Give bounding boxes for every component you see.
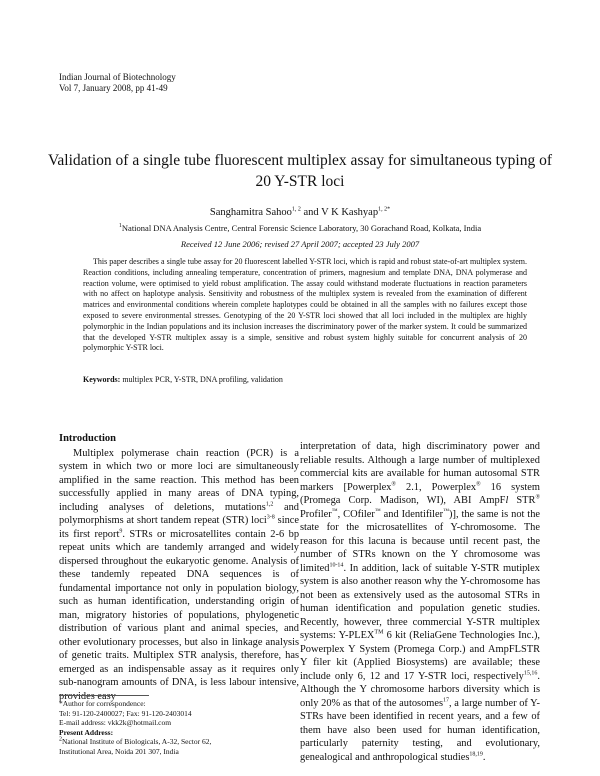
right-text: , a large number of Y-STRs have been identified in recent years, and a few of them have also been used for human identification, particularly paternity testing, and evolutionary, genealogical and anthropological studies xyxy=(300,697,540,763)
intro-text-3: since its first report xyxy=(59,515,299,540)
footnotes xyxy=(59,699,299,757)
trademark-sup: ™ xyxy=(374,508,381,515)
trademark-sup: ® xyxy=(476,481,481,488)
right-text-italic: l xyxy=(505,495,509,506)
intro-text-1: Multiplex polymerase chain reaction (PCR) is a system in which two or more loci are simultaneously amplified in the same reaction. This method has been successfully applied in many areas of DNA typing, including analyses of deletions, mutations xyxy=(59,447,299,513)
citation-sup: 18,19 xyxy=(469,751,483,758)
affiliation-text: National DNA Analysis Centre, Central Forensic Science Laboratory, 30 Gorachand Road, Kolkata, India xyxy=(121,223,482,233)
keywords-text: multiplex PCR, Y-STR, DNA profiling, validation xyxy=(120,375,283,384)
footnote-email: E-mail address: vkk2k@hotmail.com xyxy=(59,718,172,728)
right-text: . Although the Y chromosome harbors diversity which is only 20% as that of the autosomes xyxy=(300,670,540,709)
author-2-sup: 1, 2* xyxy=(378,206,391,213)
footnote-present-address-1 xyxy=(59,737,299,747)
trademark-sup: TM xyxy=(374,629,384,636)
right-text: . In addition, lack of suitable Y-STR mutiplex system is also another reason why the Y-chromosome has not been as extensively used as the autosomal STRs in human identification and population genetic studies. Recently, however, three commercial Y-STR multiplex systems: Y-PLEX xyxy=(300,562,540,641)
author-1: Sanghamitra Sahoo xyxy=(209,207,292,218)
trademark-sup: ™ xyxy=(443,508,450,515)
citation-sup: 10-14 xyxy=(329,562,344,569)
footnote-sup: 2 xyxy=(59,736,62,743)
left-column xyxy=(59,432,299,703)
affiliation-sup: 1 xyxy=(118,223,122,230)
right-text: )], the same is not the state for the microsatellites of Y-chromosome. The reason for this lacuna is because until recent past, the number of STRs known on the Y chromosome was limited xyxy=(300,508,541,574)
trademark-sup: ® xyxy=(391,481,396,488)
journal-name: Indian Journal of Biotechnology xyxy=(59,72,176,82)
author-1-sup: 1, 2 xyxy=(291,206,301,213)
author-line xyxy=(0,207,600,218)
intro-paragraph xyxy=(59,447,299,704)
right-text: STR xyxy=(508,495,536,506)
right-column xyxy=(300,440,540,764)
keywords xyxy=(83,375,527,384)
journal-header xyxy=(59,72,176,94)
footnote-phone: Tel: 91-120-2400027; Fax: 91-120-2403014 xyxy=(59,708,192,718)
abstract: This paper describes a single tube assay for 20 fluorescent labelled Y-STR loci, which is rapid and robust state-of-art multiplex system. Reaction conditions, including annealing temperature, concentration of primers, magnesium and template DNA, DNA polymerase and reaction volume, were optimised to yield robust amplification. The assay could withstand moderate fluctuations in reaction parameters with no affect on haplotype analysis. Sensitivity and robustness of the multiplex system is revealed from the examination of different matrices and environmental conditions wherein complete haplotypes could be obtained in all the samples with no failures except those exposed to severe environmental stresses. Genotyping of the 20 Y-STR loci showed that all loci included in the multiplex are highly polymorphic in the Indian populations and its inclusion increases the discriminatory power of the marker system. It could be summarized that the developed Y-STR multiplex assay is a simple, sensitive and robust system highly suitable for concurrent analysis of 20 polymorphic Y-STR loci. xyxy=(83,257,527,353)
author-and: and xyxy=(300,207,322,218)
trademark-sup: ™ xyxy=(331,508,338,515)
received-dates: Received 12 June 2006; revised 27 April 2007; accepted 23 July 2007 xyxy=(180,239,420,249)
right-text: Profiler xyxy=(300,508,332,520)
footnote-author: *Author for correspondence: xyxy=(59,699,146,708)
right-text: 2.1, Powerplex xyxy=(395,481,477,493)
citation-sup: 9 xyxy=(119,528,123,535)
affiliation xyxy=(0,223,600,233)
right-text: and Identifiler xyxy=(380,508,444,520)
footnote-divider xyxy=(59,695,149,696)
author-2: V K Kashyap xyxy=(321,207,379,218)
right-text: . xyxy=(482,751,486,763)
intro-text-2: and polymorphisms at short tandem repeat (STR) loci xyxy=(59,501,300,526)
right-paragraph xyxy=(300,440,540,764)
paper-title: Validation of a single tube fluorescent multiplex assay for simultaneous typing of 20 Y-STR loci xyxy=(47,152,553,190)
right-text: interpretation of data, high discriminatory power and reliable results. Although a large number of multiplexed commercial kits are available for human autosomal STR markers [Powerplex xyxy=(300,441,540,493)
citation-sup: 1,2 xyxy=(265,501,274,508)
citation-sup: 17 xyxy=(443,697,450,704)
intro-text-4: . STRs or microsatellites contain 2-6 bp repeat units which are tandemly arranged and widely dispersed throughout the eukaryotic genome. Analysis of these tandemly repeated DNA sequences is of fundamental importance not only in population biology, such as human identification, understanding origin of man, migratory histories of populations, phylogenetic distribution of various plant and animal species, and other evolutionary processes, but also in linkage analysis of genetic traits. Multiplex STR analysis, therefore, has emerged as an indispensable assay as it requires only sub-nanogram amounts of DNA, is less labour intensive, provides easy xyxy=(59,528,300,702)
right-text: 6 kit (ReliaGene Technologies Inc.), Powerplex Y System (Promega Corp.) and AmpFLSTR Y filer kit (Applied Biosystems) are available; these include only 6, 12 and 17 Y-STR loci, respectively xyxy=(300,630,540,682)
trademark-sup: ® xyxy=(535,494,540,501)
footnote-present-label: Present Address: xyxy=(59,727,114,737)
footnote-present-address-2: Institutional Area, Noida 201 307, India xyxy=(59,746,179,756)
right-text: , COfiler xyxy=(337,508,375,520)
footnote-present-text: National Institute of Biologicals, A-32, Sector 62, xyxy=(62,737,212,747)
journal-issue: Vol 7, January 2008, pp 41-49 xyxy=(59,83,168,93)
citation-sup: 3-8 xyxy=(266,514,275,521)
keywords-label: Keywords: xyxy=(83,375,121,384)
citation-sup: 15,16 xyxy=(523,670,538,677)
right-text: 16 system (Promega Corp. Madison, WI), ABI AmpF xyxy=(300,481,540,506)
section-heading-introduction: Introduction xyxy=(59,433,116,444)
